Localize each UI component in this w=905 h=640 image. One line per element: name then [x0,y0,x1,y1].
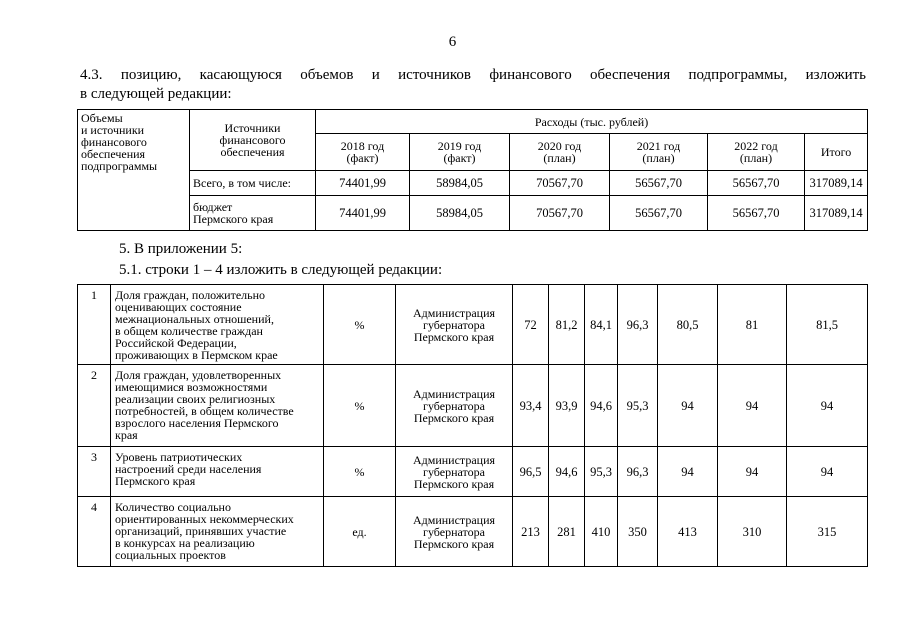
org-line: губернатора [423,317,485,332]
unit-cell: ед. [324,497,396,567]
value-cell: 94 [658,365,718,447]
org-line: Пермского края [413,410,495,425]
org-line: Администрация [412,305,496,320]
source-header-line: обеспечения [220,145,285,159]
unit-cell: % [324,285,396,365]
indicator-name-line: Количество социально [115,500,231,514]
indicator-name-line: проживающих в Пермском крае [115,348,278,362]
responsible-org [396,497,513,567]
finance-table [77,109,868,231]
indicator-name-line: имеющимися возможностями [115,380,268,394]
value-cell: 96,3 [618,447,658,497]
org-line: Пермского края [413,536,495,551]
value-cell: 93,4 [513,365,549,447]
indicator-name [111,365,324,447]
value-cell: 317089,14 [805,196,868,231]
indicator-name-line: в общем количестве граждан [115,324,263,338]
indicator-name-line: Пермского края [115,474,196,488]
responsible-org [396,365,513,447]
value-cell: 74401,99 [316,196,410,231]
indicator-name-line: социальных проектов [115,548,226,562]
finance-first-col-cell [78,110,190,231]
year-header-2022 [708,134,805,171]
value-cell: 95,3 [618,365,658,447]
value-cell: 281 [549,497,585,567]
value-cell: 94 [787,365,868,447]
year-kind: (план) [642,151,675,165]
value-cell: 56567,70 [610,171,708,196]
indicator-name-line: края [115,428,138,442]
row-number: 2 [78,365,111,447]
indicator-name [111,497,324,567]
value-cell: 96,3 [618,285,658,365]
finance-first-col-line: и источники [81,123,145,137]
indicators-table [77,284,868,567]
source-header-line: финансового [219,133,286,147]
value-cell: 213 [513,497,549,567]
expenses-header: Расходы (тыс. рублей) [316,110,868,134]
responsible-org [396,447,513,497]
year-kind: (план) [739,151,773,165]
year-label: 2019 год [437,139,482,153]
year-header-2019 [410,134,510,171]
year-kind: (факт) [443,151,476,165]
unit-cell: % [324,447,396,497]
value-cell: 94,6 [585,365,618,447]
value-cell: 94 [718,447,787,497]
indicator-name-line: Доля граждан, удовлетворенных [115,368,282,382]
indicator-name-line: Уровень патриотических [115,450,243,464]
value-cell: 93,9 [549,365,585,447]
indicator-name [111,285,324,365]
indicator-name-line: в конкурсах на реализацию [115,536,255,550]
indicator-name-line: оценивающих состояние [115,300,242,314]
year-label: 2021 год [636,139,681,153]
value-cell: 80,5 [658,285,718,365]
year-kind: (план) [543,151,576,165]
value-cell: 84,1 [585,285,618,365]
indicator-name-line: ориентированных некоммерческих [115,512,294,526]
row-label-total: Всего, в том числе: [190,171,316,196]
indicator-name-line: межнациональных отношений, [115,312,274,326]
value-cell: 56567,70 [708,171,805,196]
value-cell: 81,5 [787,285,868,365]
value-cell: 96,5 [513,447,549,497]
org-line: Пермского края [413,329,495,344]
paragraph-4-3-continuation: в следующей редакции: [80,86,232,102]
row-label-line: Пермского края [193,212,274,226]
value-cell: 70567,70 [510,196,610,231]
indicator-name-line: потребностей, в общем количестве [115,404,294,418]
year-label: 2018 год [340,139,385,153]
indicator-name-line: организаций, принявших участие [115,524,287,538]
org-line: губернатора [423,398,485,413]
org-line: губернатора [423,524,485,539]
value-cell: 72 [513,285,549,365]
org-line: Администрация [412,512,496,527]
value-cell: 81 [718,285,787,365]
source-header-line: Источники [224,121,281,135]
value-cell: 413 [658,497,718,567]
value-cell: 58984,05 [410,196,510,231]
value-cell: 350 [618,497,658,567]
year-header-2020 [510,134,610,171]
paragraph-4-3: 4.3. позицию, касающуюся объемов и источников финансового обеспечения подпрограммы, изложить [80,67,866,83]
indicator-name [111,447,324,497]
year-header-2018 [316,134,410,171]
finance-first-col-line: Объемы [81,111,123,125]
row-number: 3 [78,447,111,497]
indicator-name-line: реализации своих религиозных [115,392,276,406]
value-cell: 95,3 [585,447,618,497]
value-cell: 58984,05 [410,171,510,196]
org-line: Пермского края [413,476,495,491]
value-cell: 315 [787,497,868,567]
year-header-2021 [610,134,708,171]
row-label-line: бюджет [193,200,233,214]
row-number: 4 [78,497,111,567]
value-cell: 94,6 [549,447,585,497]
row-number: 1 [78,285,111,365]
value-cell: 56567,70 [708,196,805,231]
page-number: 6 [448,34,457,50]
value-cell: 410 [585,497,618,567]
value-cell: 310 [718,497,787,567]
value-cell: 94 [658,447,718,497]
finance-first-col-line: подпрограммы [81,159,158,173]
value-cell: 70567,70 [510,171,610,196]
source-header-cell [190,110,316,171]
org-line: Администрация [412,452,496,467]
indicator-name-line: Доля граждан, положительно [115,288,266,302]
paragraph-5-1: 5.1. строки 1 – 4 изложить в следующей редакции: [119,262,443,278]
org-line: губернатора [423,464,485,479]
row-label-budget [190,196,316,231]
indicator-name-line: взрослого населения Пермского [115,416,279,430]
total-header: Итого [805,134,868,171]
org-line: Администрация [412,386,496,401]
indicator-name-line: Российской Федерации, [115,336,237,350]
year-kind: (факт) [346,151,379,165]
finance-first-col-line: обеспечения [81,147,146,161]
paragraph-5: 5. В приложении 5: [119,241,243,257]
value-cell: 74401,99 [316,171,410,196]
value-cell: 317089,14 [805,171,868,196]
value-cell: 94 [787,447,868,497]
responsible-org [396,285,513,365]
indicator-name-line: настроений среди населения [115,462,262,476]
unit-cell: % [324,365,396,447]
year-label: 2022 год [734,139,778,153]
value-cell: 56567,70 [610,196,708,231]
value-cell: 81,2 [549,285,585,365]
value-cell: 94 [718,365,787,447]
finance-first-col-line: финансового [81,135,147,149]
year-label: 2020 год [537,139,582,153]
